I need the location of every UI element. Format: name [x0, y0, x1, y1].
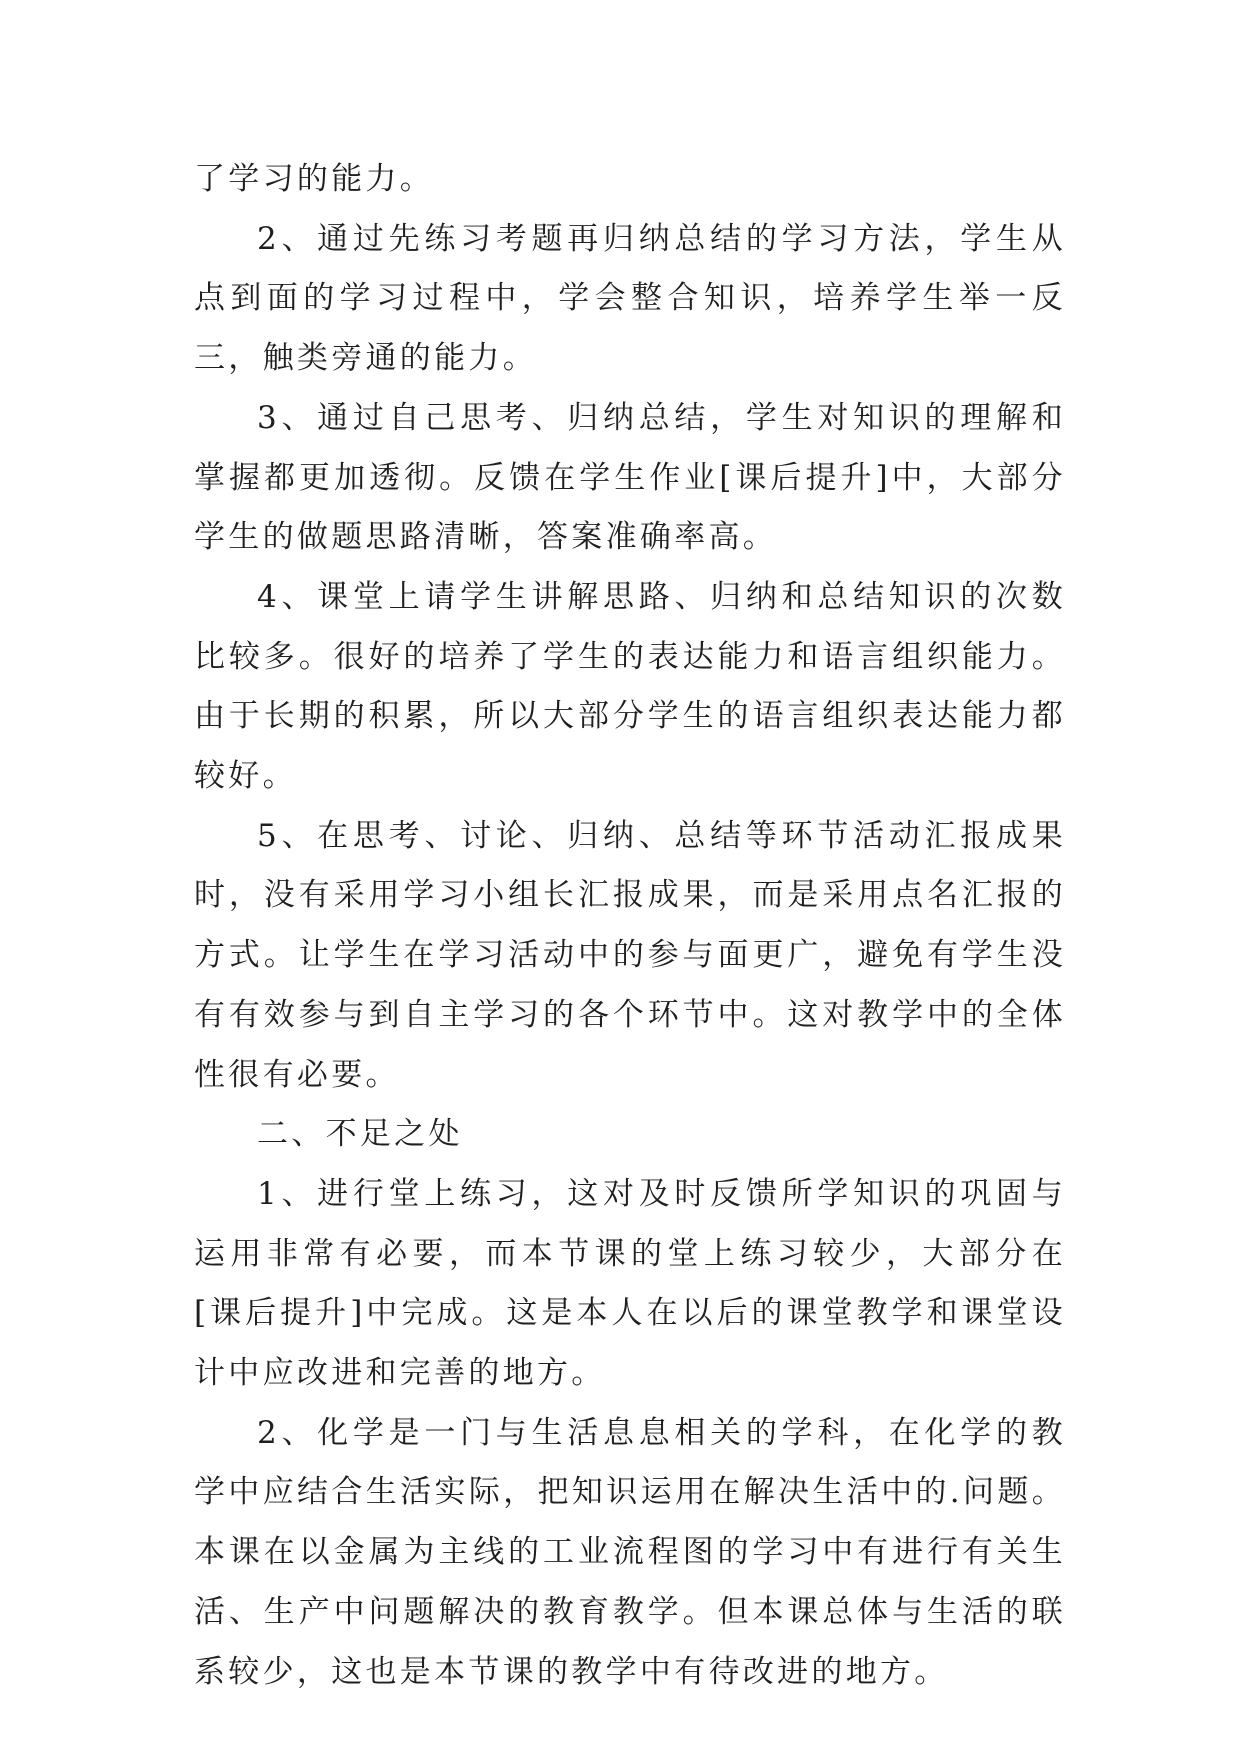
- paragraph-point-2: 2、通过先练习考题再归纳总结的学习方法，学生从点到面的学习过程中，学会整合知识，培养学生举一反三，触类旁通的能力。: [194, 220, 1066, 377]
- paragraph-continuation: 了学习的能力。: [194, 161, 435, 197]
- paragraph-shortcoming-1: 1、进行堂上练习，这对及时反馈所学知识的巩固与运用非常有必要，而本节课的堂上练习较少，大部分在[课后提升]中完成。这是本人在以后的课堂教学和课堂设计中应改进和完善的地方。: [194, 1175, 1066, 1392]
- section-heading-shortcomings: 二、不足之处: [257, 1116, 463, 1153]
- paragraph-shortcoming-2: 2、化学是一门与生活息息相关的学科，在化学的教学中应结合生活实际，把知识运用在解决生活中的.问题。本课在以金属为主线的工业流程图的学习中有进行有关生活、生产中问题解决的教育教学。但本课总体与生活的联系较少，这也是本节课的教学中有待改进的地方。: [194, 1414, 1066, 1690]
- paragraph-point-4: 4、课堂上请学生讲解思路、归纳和总结知识的次数比较多。很好的培养了学生的表达能力和语言组织能力。由于长期的积累，所以大部分学生的语言组织表达能力都较好。: [194, 578, 1066, 795]
- document-body: [194, 150, 1066, 1702]
- paragraph-point-5: 5、在思考、讨论、归纳、总结等环节活动汇报成果时，没有采用学习小组长汇报成果，而是采用点名汇报的方式。让学生在学习活动中的参与面更广，避免有学生没有有效参与到自主学习的各个环节中。这对教学中的全体性很有必要。: [194, 817, 1066, 1093]
- paragraph-point-3: 3、通过自己思考、归纳总结，学生对知识的理解和掌握都更加透彻。反馈在学生作业[课后提升]中，大部分学生的做题思路清晰，答案准确率高。: [194, 399, 1066, 556]
